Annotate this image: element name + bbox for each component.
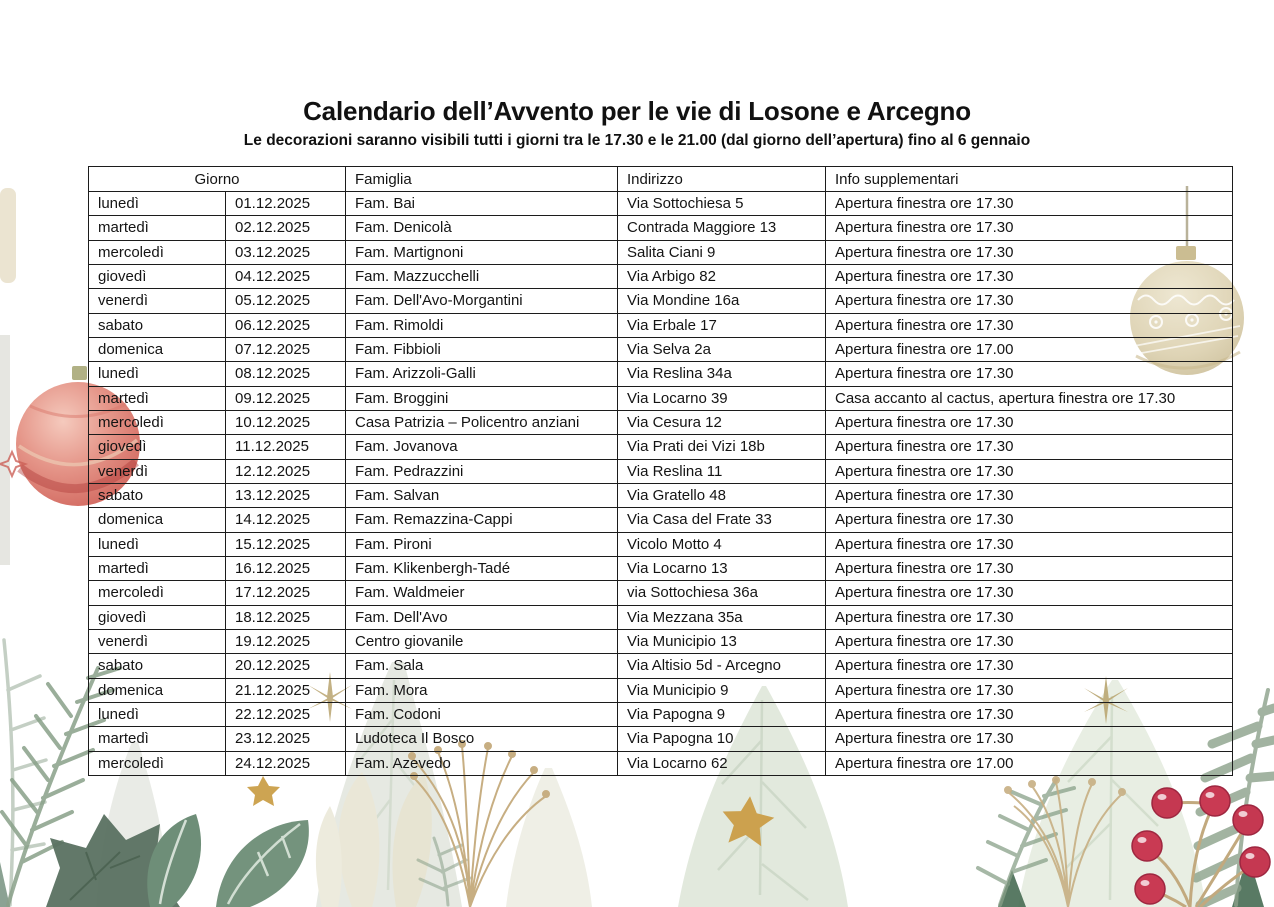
cell-date: 17.12.2025 (226, 581, 346, 605)
table-row (89, 362, 1233, 386)
cell-date: 11.12.2025 (226, 435, 346, 459)
table-row (89, 581, 1233, 605)
cell-weekday: venerdì (89, 459, 226, 483)
cell-info: Apertura finestra ore 17.30 (826, 654, 1233, 678)
cell-weekday: sabato (89, 483, 226, 507)
column-header-famiglia: Famiglia (346, 167, 618, 192)
page-subtitle: Le decorazioni saranno visibili tutti i giorni tra le 17.30 e le 21.00 (dal giorno dell’apertura) fino al 6 gennaio (243, 132, 1031, 149)
cell-family: Fam. Bai (346, 192, 618, 216)
cell-weekday: martedì (89, 556, 226, 580)
cell-family: Fam. Azevedo (346, 751, 618, 775)
table-row (89, 216, 1233, 240)
cell-weekday: domenica (89, 508, 226, 532)
cell-family: Fam. Arizzoli-Galli (346, 362, 618, 386)
cell-family: Fam. Mazzucchelli (346, 264, 618, 288)
cell-weekday: giovedì (89, 264, 226, 288)
cell-address: Via Reslina 34a (618, 362, 826, 386)
cell-date: 15.12.2025 (226, 532, 346, 556)
cell-date: 07.12.2025 (226, 337, 346, 361)
cell-family: Fam. Martignoni (346, 240, 618, 264)
cell-family: Fam. Dell'Avo (346, 605, 618, 629)
cell-weekday: sabato (89, 654, 226, 678)
cell-family: Fam. Pedrazzini (346, 459, 618, 483)
cell-weekday: lunedì (89, 532, 226, 556)
cell-date: 18.12.2025 (226, 605, 346, 629)
cell-info: Apertura finestra ore 17.30 (826, 459, 1233, 483)
table-row (89, 459, 1233, 483)
table-row (89, 289, 1233, 313)
cell-weekday: mercoledì (89, 751, 226, 775)
cell-address: Salita Ciani 9 (618, 240, 826, 264)
cell-family: Fam. Rimoldi (346, 313, 618, 337)
cell-date: 16.12.2025 (226, 556, 346, 580)
table-row (89, 678, 1233, 702)
cell-address: Vicolo Motto 4 (618, 532, 826, 556)
cell-info: Apertura finestra ore 17.30 (826, 605, 1233, 629)
table-row (89, 605, 1233, 629)
cell-address: Via Cesura 12 (618, 410, 826, 434)
cell-info: Apertura finestra ore 17.00 (826, 751, 1233, 775)
cell-address: Via Mezzana 35a (618, 605, 826, 629)
page-title: Calendario dell’Avvento per le vie di Losone e Arcegno (303, 96, 971, 126)
cell-family: Fam. Denicolà (346, 216, 618, 240)
advent-calendar-table (88, 166, 1233, 776)
cell-info: Apertura finestra ore 17.30 (826, 727, 1233, 751)
cell-info: Apertura finestra ore 17.30 (826, 240, 1233, 264)
table-row (89, 337, 1233, 361)
cell-date: 12.12.2025 (226, 459, 346, 483)
cell-weekday: lunedì (89, 192, 226, 216)
cell-family: Casa Patrizia – Policentro anziani (346, 410, 618, 434)
cell-address: Contrada Maggiore 13 (618, 216, 826, 240)
cell-address: Via Altisio 5d - Arcegno (618, 654, 826, 678)
cell-address: Via Locarno 62 (618, 751, 826, 775)
table-row (89, 532, 1233, 556)
cell-address: Via Locarno 39 (618, 386, 826, 410)
cell-address: Via Mondine 16a (618, 289, 826, 313)
cell-family: Fam. Pironi (346, 532, 618, 556)
cell-weekday: sabato (89, 313, 226, 337)
table-row (89, 751, 1233, 775)
cell-family: Fam. Codoni (346, 702, 618, 726)
cell-date: 19.12.2025 (226, 629, 346, 653)
cell-weekday: giovedì (89, 605, 226, 629)
cell-info: Apertura finestra ore 17.30 (826, 629, 1233, 653)
cell-family: Fam. Dell'Avo-Morgantini (346, 289, 618, 313)
column-header-giorno: Giorno (89, 167, 346, 192)
cell-weekday: martedì (89, 386, 226, 410)
cell-date: 05.12.2025 (226, 289, 346, 313)
cell-info: Apertura finestra ore 17.30 (826, 410, 1233, 434)
cell-weekday: domenica (89, 678, 226, 702)
cell-date: 09.12.2025 (226, 386, 346, 410)
column-header-indirizzo: Indirizzo (618, 167, 826, 192)
cell-info: Apertura finestra ore 17.30 (826, 678, 1233, 702)
table-row (89, 313, 1233, 337)
cell-weekday: giovedì (89, 435, 226, 459)
cell-address: Via Locarno 13 (618, 556, 826, 580)
table-row (89, 240, 1233, 264)
table-row (89, 727, 1233, 751)
cell-weekday: mercoledì (89, 240, 226, 264)
cell-family: Fam. Salvan (346, 483, 618, 507)
cell-weekday: mercoledì (89, 581, 226, 605)
cell-address: via Sottochiesa 36a (618, 581, 826, 605)
cell-address: Via Municipio 9 (618, 678, 826, 702)
cell-date: 08.12.2025 (226, 362, 346, 386)
table-header-row (89, 167, 1233, 192)
table-row (89, 483, 1233, 507)
cell-address: Via Prati dei Vizi 18b (618, 435, 826, 459)
cell-info: Apertura finestra ore 17.30 (826, 556, 1233, 580)
cell-info: Apertura finestra ore 17.00 (826, 337, 1233, 361)
cell-address: Via Casa del Frate 33 (618, 508, 826, 532)
cell-family: Fam. Remazzina-Cappi (346, 508, 618, 532)
table-row (89, 508, 1233, 532)
cell-family: Fam. Broggini (346, 386, 618, 410)
cell-address: Via Erbale 17 (618, 313, 826, 337)
cell-info: Casa accanto al cactus, apertura finestra ore 17.30 (826, 386, 1233, 410)
cell-weekday: lunedì (89, 702, 226, 726)
table-row (89, 556, 1233, 580)
cell-date: 21.12.2025 (226, 678, 346, 702)
table-body (89, 192, 1233, 776)
cell-address: Via Sottochiesa 5 (618, 192, 826, 216)
cell-info: Apertura finestra ore 17.30 (826, 483, 1233, 507)
cell-date: 22.12.2025 (226, 702, 346, 726)
cell-date: 20.12.2025 (226, 654, 346, 678)
cell-date: 04.12.2025 (226, 264, 346, 288)
cell-info: Apertura finestra ore 17.30 (826, 435, 1233, 459)
cell-date: 02.12.2025 (226, 216, 346, 240)
cell-date: 06.12.2025 (226, 313, 346, 337)
column-header-info: Info supplementari (826, 167, 1233, 192)
cell-info: Apertura finestra ore 17.30 (826, 702, 1233, 726)
table-row (89, 192, 1233, 216)
cell-family: Fam. Waldmeier (346, 581, 618, 605)
table-row (89, 654, 1233, 678)
table-row (89, 410, 1233, 434)
cell-weekday: domenica (89, 337, 226, 361)
cell-address: Via Selva 2a (618, 337, 826, 361)
table-row (89, 264, 1233, 288)
cell-family: Fam. Mora (346, 678, 618, 702)
cell-info: Apertura finestra ore 17.30 (826, 289, 1233, 313)
cell-address: Via Papogna 9 (618, 702, 826, 726)
cell-weekday: mercoledì (89, 410, 226, 434)
cell-info: Apertura finestra ore 17.30 (826, 362, 1233, 386)
cell-family: Fam. Fibbioli (346, 337, 618, 361)
cell-date: 03.12.2025 (226, 240, 346, 264)
cell-info: Apertura finestra ore 17.30 (826, 532, 1233, 556)
cell-weekday: martedì (89, 727, 226, 751)
cell-info: Apertura finestra ore 17.30 (826, 192, 1233, 216)
cell-address: Via Arbigo 82 (618, 264, 826, 288)
table-row (89, 386, 1233, 410)
cell-date: 01.12.2025 (226, 192, 346, 216)
cell-date: 24.12.2025 (226, 751, 346, 775)
cell-family: Centro giovanile (346, 629, 618, 653)
table-row (89, 629, 1233, 653)
cell-weekday: martedì (89, 216, 226, 240)
table-row (89, 702, 1233, 726)
table-row (89, 435, 1233, 459)
cell-family: Fam. Sala (346, 654, 618, 678)
cell-family: Fam. Klikenbergh-Tadé (346, 556, 618, 580)
cell-date: 14.12.2025 (226, 508, 346, 532)
cell-info: Apertura finestra ore 17.30 (826, 508, 1233, 532)
cell-family: Fam. Jovanova (346, 435, 618, 459)
cell-address: Via Reslina 11 (618, 459, 826, 483)
cell-info: Apertura finestra ore 17.30 (826, 264, 1233, 288)
cell-address: Via Papogna 10 (618, 727, 826, 751)
cell-weekday: lunedì (89, 362, 226, 386)
cell-info: Apertura finestra ore 17.30 (826, 216, 1233, 240)
cell-family: Ludoteca Il Bosco (346, 727, 618, 751)
cell-info: Apertura finestra ore 17.30 (826, 313, 1233, 337)
cell-date: 10.12.2025 (226, 410, 346, 434)
cell-weekday: venerdì (89, 629, 226, 653)
cell-date: 23.12.2025 (226, 727, 346, 751)
cell-date: 13.12.2025 (226, 483, 346, 507)
cell-address: Via Municipio 13 (618, 629, 826, 653)
cell-weekday: venerdì (89, 289, 226, 313)
cell-address: Via Gratello 48 (618, 483, 826, 507)
cell-info: Apertura finestra ore 17.30 (826, 581, 1233, 605)
